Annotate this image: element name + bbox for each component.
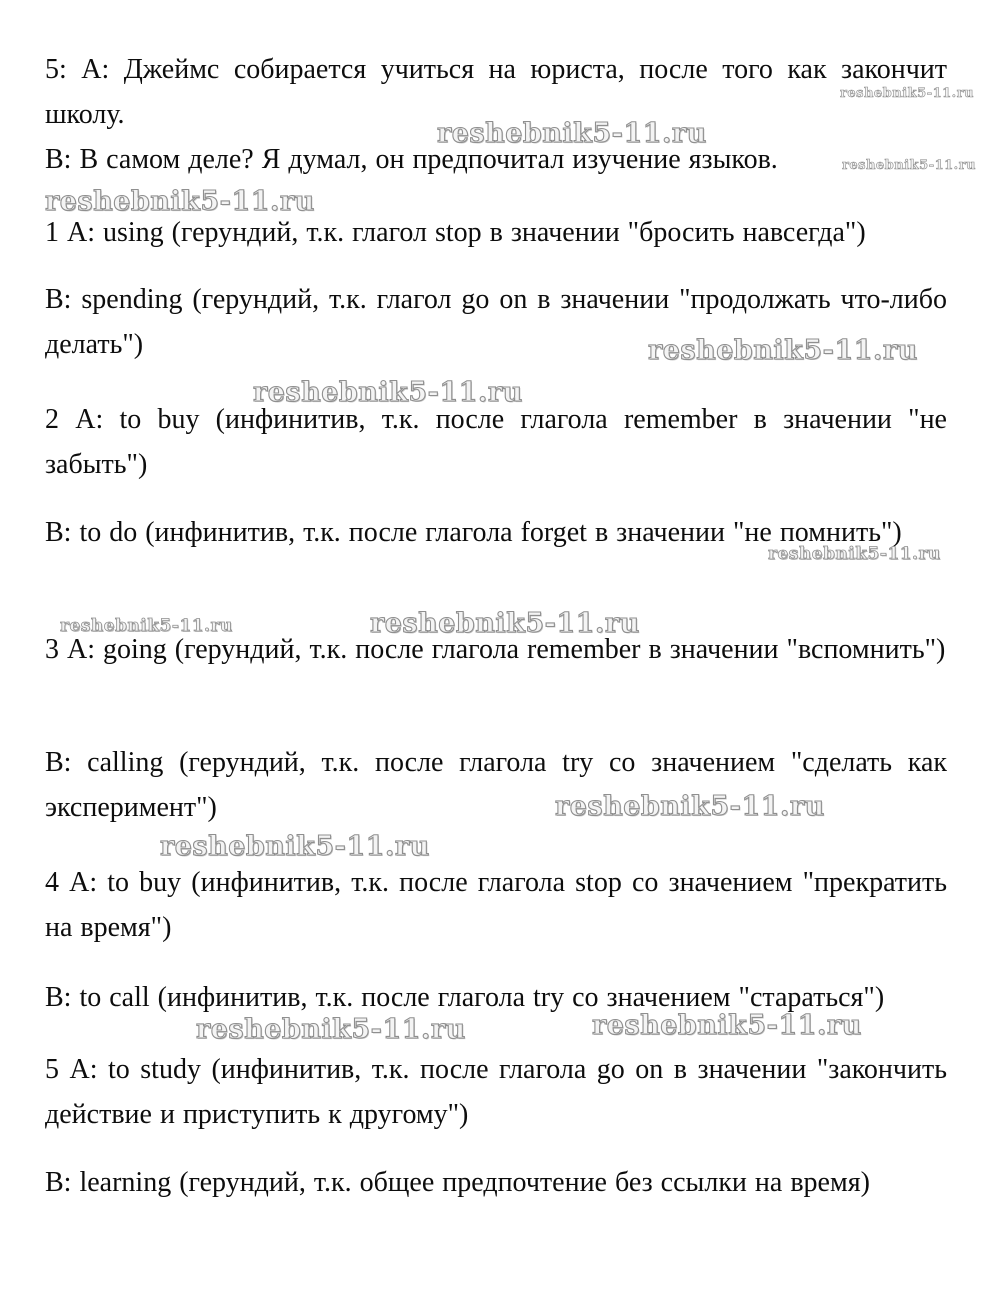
paragraph-4: В: spending (герундий, т.к. глагол go on в значении "продолжать что-либо делать") bbox=[45, 284, 947, 360]
watermark-5: reshebnik5-11.ru bbox=[648, 335, 918, 366]
watermark-11: reshebnik5-11.ru bbox=[160, 831, 430, 862]
watermark-2: reshebnik5-11.ru bbox=[437, 118, 707, 149]
paragraph-6: В: to do (инфинитив, т.к. после глагола forget в значении "не помнить") bbox=[45, 517, 902, 548]
paragraph-12: В: learning (герундий, т.к. общее предпочтение без ссылки на время) bbox=[45, 1167, 870, 1198]
watermark-6: reshebnik5-11.ru bbox=[253, 377, 523, 408]
paragraph-2: В: В самом деле? Я думал, он предпочитал изучение языков. bbox=[45, 144, 778, 175]
paragraph-5: 2 А: to buy (инфинитив, т.к. после глагола remember в значении "не забыть") bbox=[45, 404, 947, 480]
watermark-12: reshebnik5-11.ru bbox=[592, 1010, 862, 1041]
paragraph-1: 5: А: Джеймс собирается учиться на юриста, после того как закончит школу. bbox=[45, 54, 947, 130]
paragraph-9: 4 А: to buy (инфинитив, т.к. после глагола stop со значением "прекратить на время") bbox=[45, 867, 947, 943]
watermark-13: reshebnik5-11.ru bbox=[196, 1014, 466, 1045]
paragraph-8: В: calling (герундий, т.к. после глагола try со значением "сделать как эксперимент") bbox=[45, 747, 947, 823]
watermark-4: reshebnik5-11.ru bbox=[45, 186, 315, 217]
watermark-10: reshebnik5-11.ru bbox=[555, 791, 825, 822]
paragraph-11: 5 А: to study (инфинитив, т.к. после глагола go on в значении "закончить действие и приступить к другому") bbox=[45, 1054, 947, 1130]
watermark-7: reshebnik5-11.ru bbox=[768, 544, 941, 564]
watermark-3: reshebnik5-11.ru bbox=[842, 158, 977, 173]
watermark-8: reshebnik5-11.ru bbox=[60, 616, 233, 636]
watermark-9: reshebnik5-11.ru bbox=[370, 608, 640, 639]
paragraph-7: 3 А: going (герундий, т.к. после глагола remember в значении "вспомнить") bbox=[45, 634, 946, 665]
watermark-1: reshebnik5-11.ru bbox=[840, 86, 975, 101]
paragraph-10: В: to call (инфинитив, т.к. после глагола try со значением "стараться") bbox=[45, 982, 885, 1013]
paragraph-3: 1 А: using (герундий, т.к. глагол stop в значении "бросить навсегда") bbox=[45, 217, 866, 248]
